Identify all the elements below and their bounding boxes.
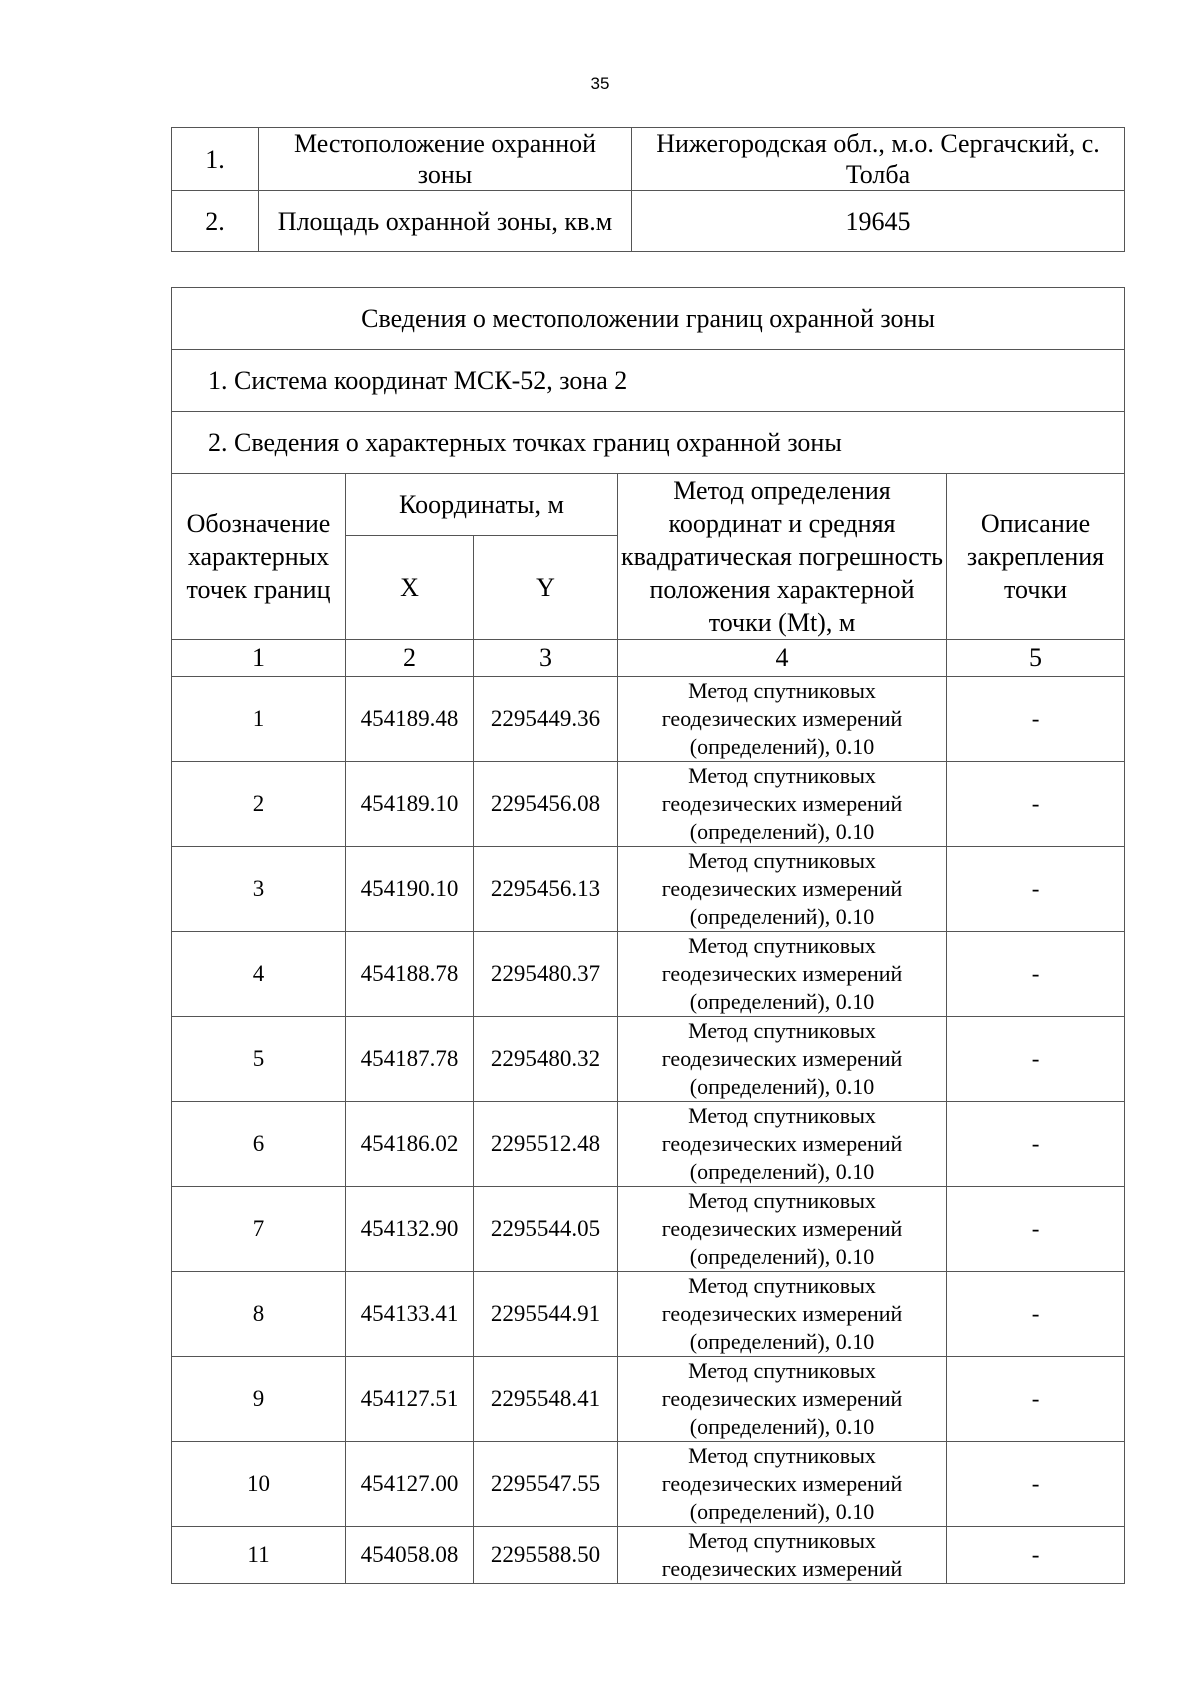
method-line: геодезических измерений <box>661 1386 903 1411</box>
method-cell <box>618 847 947 932</box>
method-line: Метод спутниковых <box>688 1273 876 1298</box>
column-number: 1 <box>172 640 346 677</box>
method-cell <box>618 1017 947 1102</box>
point-number: 11 <box>172 1527 346 1584</box>
method-line: (определений), 0.10 <box>689 1074 875 1099</box>
method-line: (определений), 0.10 <box>689 1499 875 1524</box>
point-number: 3 <box>172 847 346 932</box>
table-row <box>172 1442 1125 1527</box>
location-label: Местоположение охранной зоны <box>259 128 632 191</box>
method-line: (определений), 0.10 <box>689 1414 875 1439</box>
area-value: 19645 <box>632 191 1125 252</box>
point-number: 6 <box>172 1102 346 1187</box>
method-line: Метод спутниковых <box>688 848 876 873</box>
method-cell <box>618 1272 947 1357</box>
method-cell <box>618 677 947 762</box>
fixing-description: - <box>947 1527 1125 1584</box>
table-row <box>172 1187 1125 1272</box>
coord-y: 2295548.41 <box>474 1357 618 1442</box>
coord-y: 2295456.08 <box>474 762 618 847</box>
coord-x: 454190.10 <box>346 847 474 932</box>
method-cell <box>618 1102 947 1187</box>
method-cell <box>618 932 947 1017</box>
coord-y: 2295544.05 <box>474 1187 618 1272</box>
method-line: Метод спутниковых <box>688 678 876 703</box>
coord-y: 2295480.32 <box>474 1017 618 1102</box>
table-row <box>172 1017 1125 1102</box>
point-number: 8 <box>172 1272 346 1357</box>
coord-x: 454132.90 <box>346 1187 474 1272</box>
column-number: 5 <box>947 640 1125 677</box>
point-number: 10 <box>172 1442 346 1527</box>
method-line: Метод спутниковых <box>688 1358 876 1383</box>
fixing-description: - <box>947 1272 1125 1357</box>
boundary-table <box>171 287 1125 1584</box>
table-row <box>172 1527 1125 1584</box>
method-line: (определений), 0.10 <box>689 904 875 929</box>
header-method: Метод определения координат и средняя квадратическая погрешность положения характерной точки (Mt), м <box>618 474 947 640</box>
points-body <box>172 677 1125 1584</box>
coord-x: 454187.78 <box>346 1017 474 1102</box>
point-number: 2 <box>172 762 346 847</box>
coord-x: 454189.10 <box>346 762 474 847</box>
method-line: Метод спутниковых <box>688 1018 876 1043</box>
row-number: 2. <box>172 191 259 252</box>
method-line: (определений), 0.10 <box>689 989 875 1014</box>
row-number: 1. <box>172 128 259 191</box>
point-number: 5 <box>172 1017 346 1102</box>
point-number: 1 <box>172 677 346 762</box>
coord-x: 454127.51 <box>346 1357 474 1442</box>
method-cell <box>618 1442 947 1527</box>
coord-y: 2295588.50 <box>474 1527 618 1584</box>
coord-y: 2295544.91 <box>474 1272 618 1357</box>
coord-x: 454058.08 <box>346 1527 474 1584</box>
area-label: Площадь охранной зоны, кв.м <box>259 191 632 252</box>
header-designation: Обозначение характерных точек границ <box>172 474 346 640</box>
fixing-description: - <box>947 1187 1125 1272</box>
method-line: геодезических измерений <box>661 791 903 816</box>
header-x: X <box>346 536 474 640</box>
table-row <box>172 762 1125 847</box>
fixing-description: - <box>947 762 1125 847</box>
coord-y: 2295449.36 <box>474 677 618 762</box>
coord-y: 2295547.55 <box>474 1442 618 1527</box>
method-line: Метод спутниковых <box>688 1188 876 1213</box>
coord-x: 454133.41 <box>346 1272 474 1357</box>
method-cell <box>618 1527 947 1584</box>
zone-info-row-location <box>172 128 1125 191</box>
coord-system: 1. Система координат МСК-52, зона 2 <box>172 350 1125 412</box>
method-line: Метод спутниковых <box>688 763 876 788</box>
method-line: (определений), 0.10 <box>689 1329 875 1354</box>
fixing-description: - <box>947 1017 1125 1102</box>
table-row <box>172 1272 1125 1357</box>
method-cell <box>618 1187 947 1272</box>
method-line: (определений), 0.10 <box>689 1159 875 1184</box>
method-line: геодезических измерений <box>661 706 903 731</box>
method-line: Метод спутниковых <box>688 933 876 958</box>
fixing-description: - <box>947 932 1125 1017</box>
method-line: Метод спутниковых <box>688 1443 876 1468</box>
coord-x: 454189.48 <box>346 677 474 762</box>
column-number: 3 <box>474 640 618 677</box>
zone-info-row-area <box>172 191 1125 252</box>
point-number: 7 <box>172 1187 346 1272</box>
method-cell <box>618 1357 947 1442</box>
fixing-description: - <box>947 677 1125 762</box>
table-row <box>172 677 1125 762</box>
method-line: Метод спутниковых <box>688 1528 876 1553</box>
method-line: геодезических измерений <box>661 1471 903 1496</box>
fixing-description: - <box>947 847 1125 932</box>
method-line: геодезических измерений <box>661 1556 903 1581</box>
coord-x: 454127.00 <box>346 1442 474 1527</box>
method-line: (определений), 0.10 <box>689 819 875 844</box>
fixing-description: - <box>947 1357 1125 1442</box>
point-number: 9 <box>172 1357 346 1442</box>
header-y: Y <box>474 536 618 640</box>
method-line: геодезических измерений <box>661 1046 903 1071</box>
coord-y: 2295512.48 <box>474 1102 618 1187</box>
coord-y: 2295480.37 <box>474 932 618 1017</box>
coord-x: 454186.02 <box>346 1102 474 1187</box>
table-row <box>172 1357 1125 1442</box>
method-line: (определений), 0.10 <box>689 1244 875 1269</box>
table-row <box>172 1102 1125 1187</box>
coord-x: 454188.78 <box>346 932 474 1017</box>
points-title: 2. Сведения о характерных точках границ охранной зоны <box>172 412 1125 474</box>
method-line: геодезических измерений <box>661 876 903 901</box>
method-cell <box>618 762 947 847</box>
method-line: Метод спутниковых <box>688 1103 876 1128</box>
header-coords: Координаты, м <box>346 474 618 536</box>
method-line: геодезических измерений <box>661 1216 903 1241</box>
method-line: геодезических измерений <box>661 1131 903 1156</box>
coord-y: 2295456.13 <box>474 847 618 932</box>
table-row <box>172 932 1125 1017</box>
fixing-description: - <box>947 1442 1125 1527</box>
location-value: Нижегородская обл., м.о. Сергачский, с. Толба <box>632 128 1125 191</box>
page-number: 35 <box>590 74 610 93</box>
column-number: 4 <box>618 640 947 677</box>
column-number: 2 <box>346 640 474 677</box>
method-line: геодезических измерений <box>661 961 903 986</box>
zone-info-table <box>171 127 1125 252</box>
fixing-description: - <box>947 1102 1125 1187</box>
point-number: 4 <box>172 932 346 1017</box>
boundary-title: Сведения о местоположении границ охранной зоны <box>172 288 1125 350</box>
table-row <box>172 847 1125 932</box>
method-line: (определений), 0.10 <box>689 734 875 759</box>
method-line: геодезических измерений <box>661 1301 903 1326</box>
header-description: Описание закрепления точки <box>947 474 1125 640</box>
